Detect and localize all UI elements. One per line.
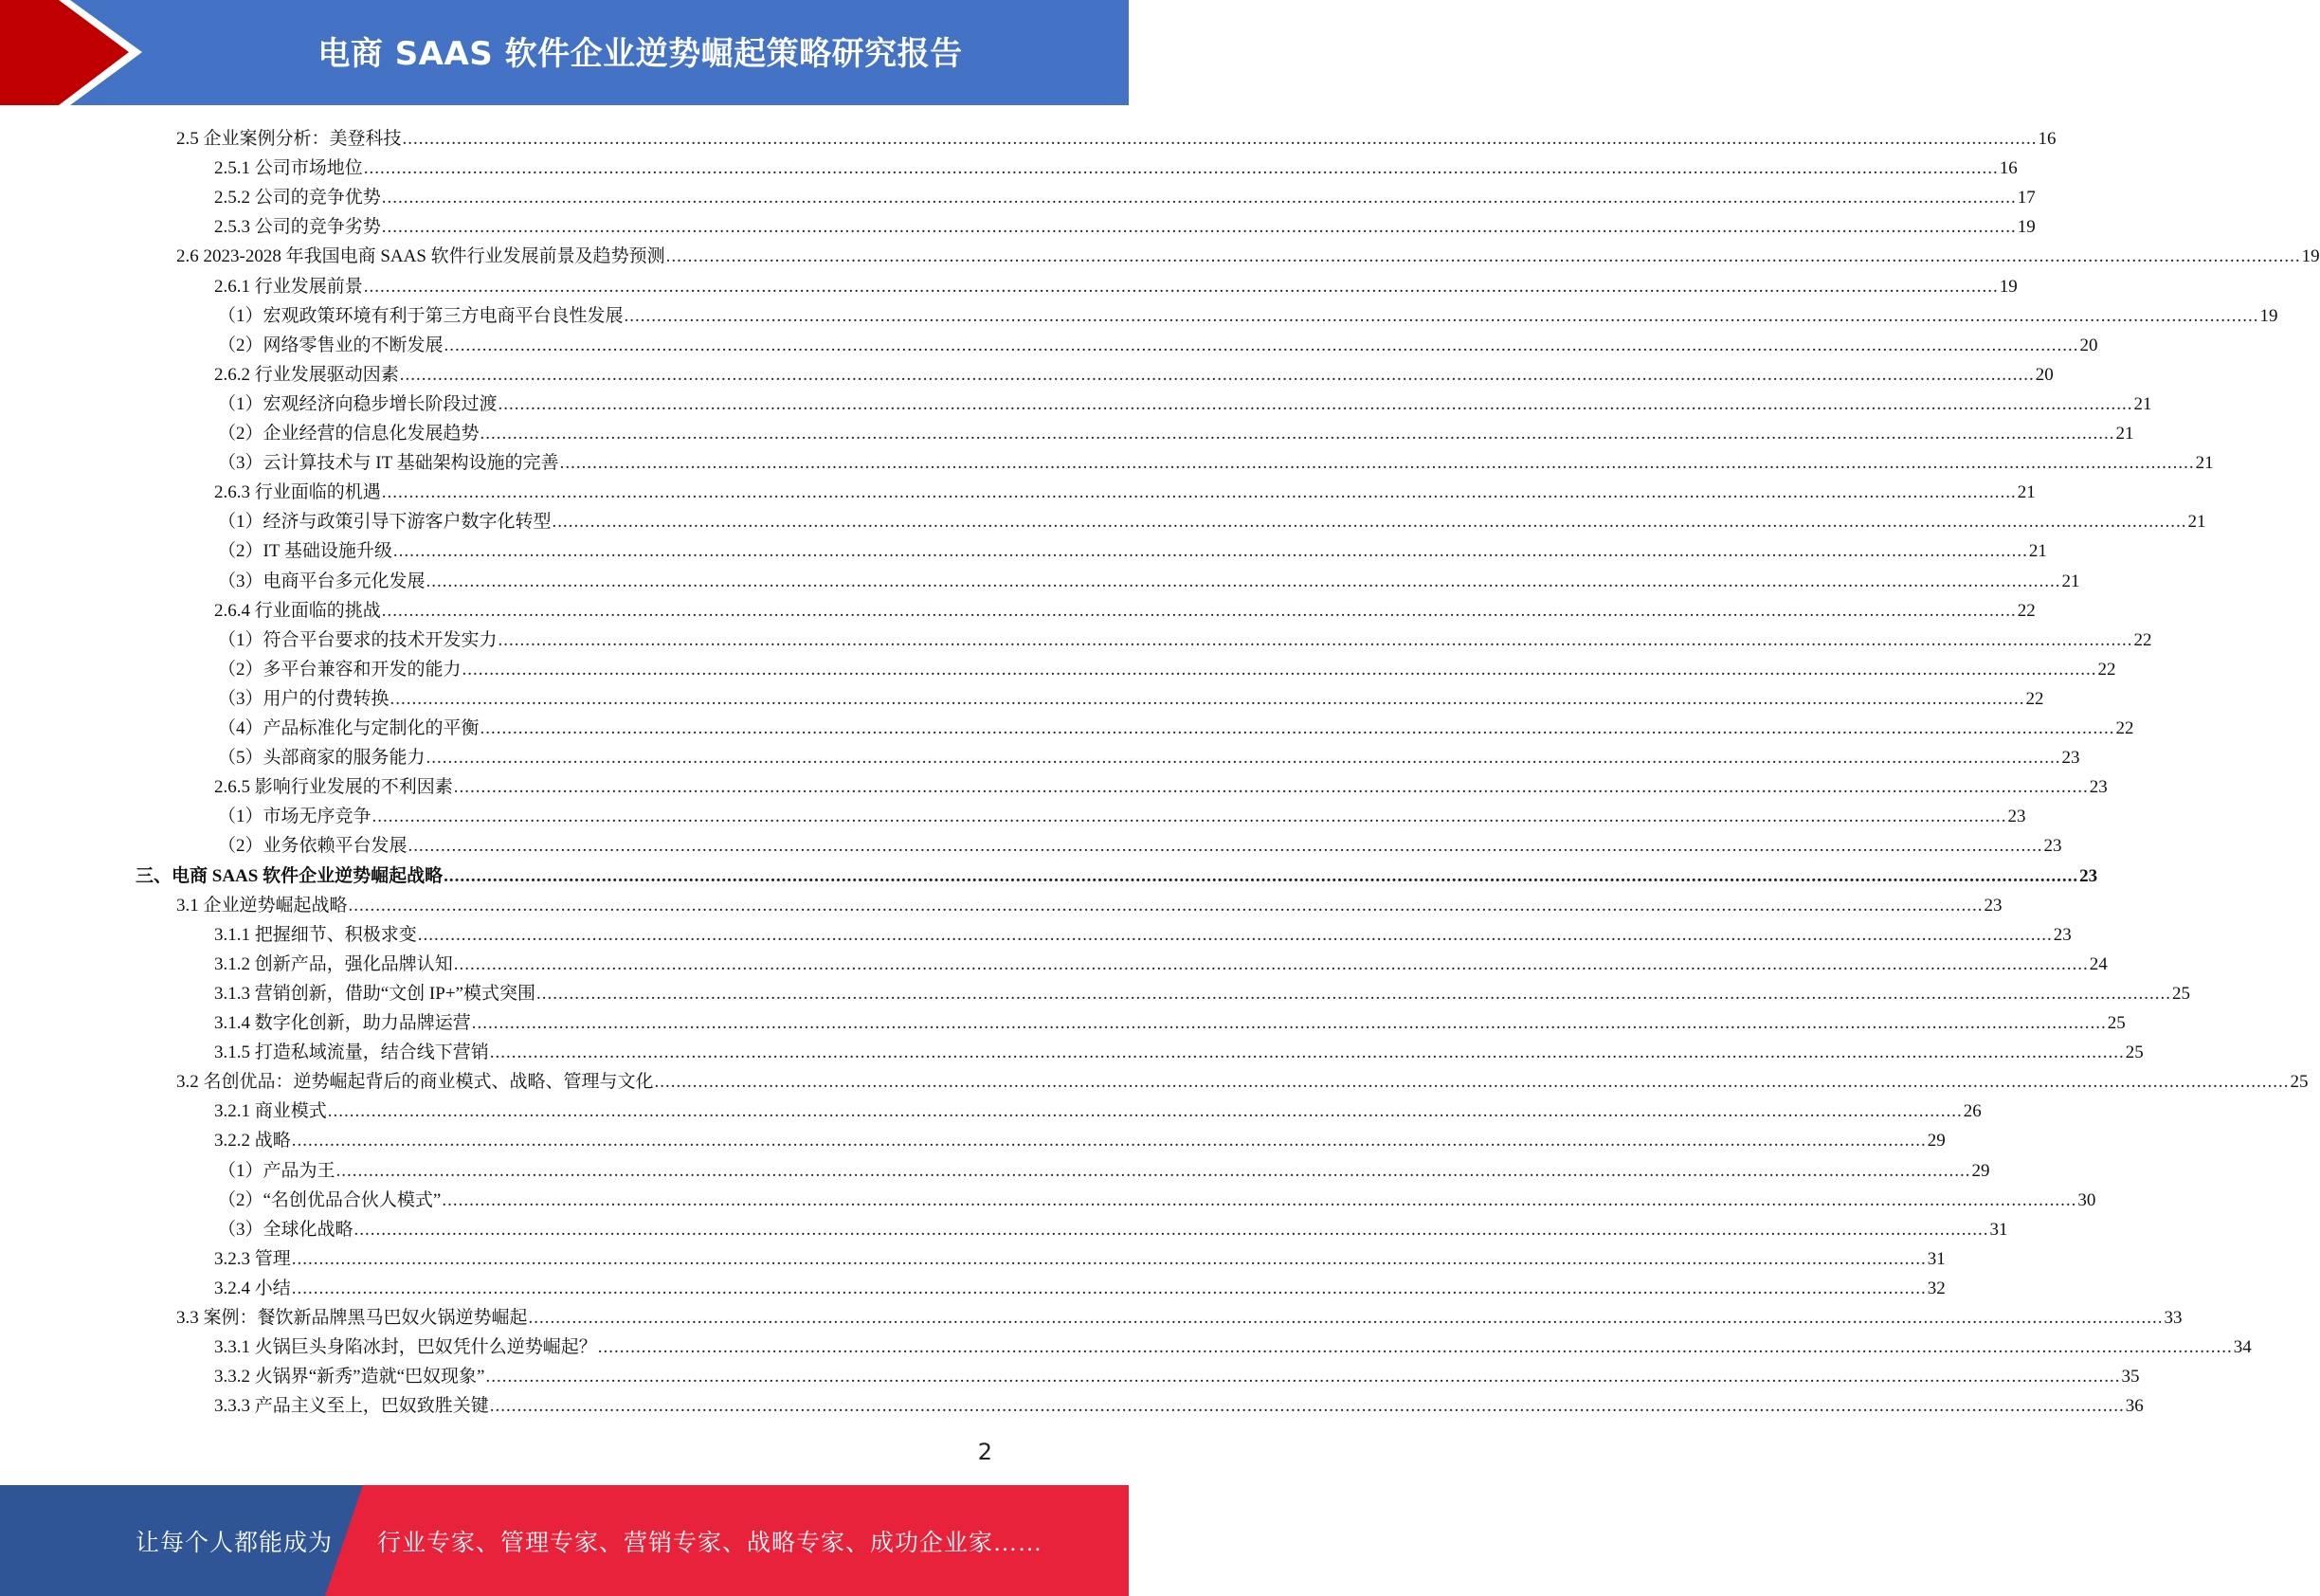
toc-entry-label: （1）符合平台要求的技术开发实力 [218,630,498,650]
toc-leader-dots: ............................................................................................................................................................................................................................................................................................................ [426,571,2061,591]
toc-entry-page: 19 [2017,217,2036,237]
toc-leader-dots: ............................................................................................................................................................................................................................................................................................................ [489,1043,2125,1062]
toc-entry-page: 34 [2233,1337,2252,1357]
toc-leader-dots: ............................................................................................................................................................................................................................................................................................................ [462,660,2097,680]
toc-entry-page: 21 [2195,453,2214,473]
toc-leader-dots: ............................................................................................................................................................................................................................................................................................................ [392,541,2028,561]
toc-entry-page: 22 [2017,601,2036,621]
toc-entry-label: 3.3.1 火锅巨头身陷冰封，巴奴凭什么逆势崛起？ [214,1337,597,1357]
toc-leader-dots: ............................................................................................................................................................................................................................................................................................................ [417,925,2053,945]
toc-entry[interactable] [176,238,2320,267]
toc-entry-label: 2.6.5 影响行业发展的不利因素 [214,777,453,797]
toc-entry[interactable] [218,622,2152,651]
toc-leader-dots: ............................................................................................................................................................................................................................................................................................................ [353,1220,1989,1240]
toc-entry-label: 2.6.4 行业面临的挑战 [214,601,381,621]
toc-entry-label: （1）宏观政策环境有利于第三方电商平台良性发展 [218,306,624,326]
toc-entry[interactable] [218,827,2062,857]
toc-leader-dots: ............................................................................................................................................................................................................................................................................................................ [348,896,1984,916]
toc-entry[interactable] [176,887,2003,916]
toc-entry-label: 3.2.1 商业模式 [214,1101,327,1121]
toc-leader-dots: ............................................................................................................................................................................................................................................................................................................ [485,1367,2121,1387]
toc-entry[interactable] [218,533,2047,562]
toc-leader-dots: ............................................................................................................................................................................................................................................................................................................ [597,1337,2233,1357]
toc-leader-dots: ............................................................................................................................................................................................................................................................................................................ [381,601,2017,621]
toc-entry-page: 21 [2061,571,2080,591]
toc-entry-label: 2.5.3 公司的竞争劣势 [214,217,381,237]
toc-entry-label: 2.5 企业案例分析：美登科技 [176,129,402,149]
toc-entry[interactable] [218,444,2214,474]
toc-entry-page: 21 [2028,541,2047,561]
toc-entry[interactable] [214,1005,2126,1034]
footer-slogan-right: 行业专家、管理专家、营销专家、战略专家、成功企业家…… [377,1530,1043,1556]
toc-leader-dots: ............................................................................................................................................................................................................................................................................................................ [480,424,2115,444]
toc-entry-label: 3.3.3 产品主义至上，巴奴致胜关键 [214,1396,489,1416]
toc-entry[interactable] [218,563,2080,592]
toc-entry[interactable] [176,1299,2183,1329]
toc-entry[interactable] [218,1182,2096,1211]
toc-entry-page: 21 [2017,482,2036,502]
toc-leader-dots: ............................................................................................................................................................................................................................................................................................................ [363,158,1999,178]
toc-entry[interactable] [214,1122,1946,1152]
toc-entry[interactable] [218,680,2044,710]
toc-entry-label: （1）宏观经济向稳步增长阶段过渡 [218,394,498,414]
toc-entry[interactable] [214,179,2036,209]
toc-entry-label: 3.1.2 创新产品，强化品牌认知 [214,954,453,974]
toc-entry[interactable] [214,946,2108,975]
toc-entry-label: 3.3 案例：餐饮新品牌黑马巴奴火锅逆势崛起 [176,1308,528,1328]
toc-entry-label: （2）网络零售业的不断发展 [218,336,444,355]
footer-slogan-left: 让每个人都能成为 [136,1530,334,1556]
toc-leader-dots: ............................................................................................................................................................................................................................................................................................................ [291,1131,1927,1151]
toc-entry-label: 2.5.2 公司的竞争优势 [214,188,381,208]
toc-entry-label: （2）业务依赖平台发展 [218,836,408,856]
toc-entry-page: 19 [1999,277,2018,297]
toc-leader-dots: ............................................................................................................................................................................................................................................................................................................ [624,306,2259,326]
toc-entry-page: 23 [2089,777,2108,797]
toc-entry-label: 2.6 2023-2028 年我国电商 SAAS 软件行业发展前景及趋势预测 [176,246,665,266]
toc-entry-page: 23 [2053,925,2072,945]
toc-leader-dots: ............................................................................................................................................................................................................................................................................................................ [559,453,2195,473]
toc-entry[interactable] [218,739,2080,769]
toc-entry-label: （2）IT 基础设施升级 [218,541,392,561]
toc-leader-dots: ............................................................................................................................................................................................................................................................................................................ [402,129,2038,149]
toc-entry-label: （3）电商平台多元化发展 [218,571,426,591]
toc-leader-dots: ............................................................................................................................................................................................................................................................................................................ [381,188,2017,208]
toc-leader-dots: ............................................................................................................................................................................................................................................................................................................ [654,1072,2290,1092]
toc-entry-page: 36 [2125,1396,2144,1416]
toc-leader-dots: ............................................................................................................................................................................................................................................................................................................ [489,1396,2125,1416]
toc-entry-page: 16 [2038,129,2057,149]
toc-entry[interactable] [214,592,2036,622]
toc-entry[interactable] [214,1241,1946,1270]
toc-entry[interactable] [214,1093,1982,1122]
toc-entry[interactable] [218,327,2098,356]
toc-entry[interactable] [218,1152,1990,1182]
toc-entry-label: 2.5.1 公司市场地位 [214,158,363,178]
toc-entry[interactable] [136,858,2098,887]
toc-leader-dots: ............................................................................................................................................................................................................................................................................................................ [535,984,2171,1004]
toc-entry-label: 3.1.4 数字化创新，助力品牌运营 [214,1013,471,1033]
toc-entry-page: 23 [2079,866,2098,886]
toc-entry-page: 23 [2043,836,2062,856]
toc-entry-page: 22 [2025,689,2044,709]
toc-leader-dots: ............................................................................................................................................................................................................................................................................................................ [408,836,2043,856]
toc-entry-page: 35 [2121,1367,2140,1387]
toc-entry-page: 25 [2290,1072,2309,1092]
toc-entry[interactable] [176,120,2057,150]
toc-entry-page: 21 [2133,394,2152,414]
toc-entry-page: 26 [1963,1101,1982,1121]
toc-entry[interactable] [218,798,2026,827]
toc-entry-page: 22 [2133,630,2152,650]
toc-leader-dots: ............................................................................................................................................................................................................................................................................................................ [442,1190,2077,1210]
toc-entry-label: 3.2.2 战略 [214,1131,291,1151]
toc-entry[interactable] [214,975,2190,1005]
toc-entry-page: 21 [2187,512,2206,532]
toc-leader-dots: ............................................................................................................................................................................................................................................................................................................ [335,1161,1971,1181]
toc-entry-page: 23 [1984,896,2003,916]
toc-leader-dots: ............................................................................................................................................................................................................................................................................................................ [665,246,2301,266]
toc-entry-page: 21 [2115,424,2134,444]
toc-entry-page: 23 [2061,748,2080,768]
toc-entry[interactable] [218,651,2116,680]
toc-entry[interactable] [214,769,2108,798]
toc-entry-label: 3.1.5 打造私域流量，结合线下营销 [214,1043,489,1062]
toc-entry-label: （3）全球化战略 [218,1220,353,1240]
toc-entry-page: 29 [1971,1161,1990,1181]
toc-entry-page: 20 [2035,365,2054,385]
toc-entry-page: 25 [2107,1013,2126,1033]
toc-entry-label: （5）头部商家的服务能力 [218,748,426,768]
toc-entry-label: 3.2.4 小结 [214,1279,291,1298]
toc-entry-label: 2.6.2 行业发展驱动因素 [214,365,399,385]
toc-entry[interactable] [218,710,2134,739]
toc-entry-page: 23 [2007,807,2026,826]
toc-entry-label: （2）“名创优品合伙人模式” [218,1190,442,1210]
toc-entry[interactable] [214,1387,2144,1417]
toc-entry[interactable] [214,268,2018,298]
toc-leader-dots: ............................................................................................................................................................................................................................................................................................................ [552,512,2187,532]
report-title: 电商 SAAS 软件企业逆势崛起策略研究报告 [317,34,963,73]
toc-entry-page: 33 [2164,1308,2183,1328]
toc-entry[interactable] [214,356,2054,386]
toc-entry-page: 19 [2301,246,2320,266]
toc-leader-dots: ............................................................................................................................................................................................................................................................................................................ [372,807,2007,826]
toc-entry-page: 16 [1999,158,2018,178]
toc-leader-dots: ............................................................................................................................................................................................................................................................................................................ [498,394,2133,414]
toc-entry-label: （1）产品为王 [218,1161,335,1181]
toc-entry[interactable] [218,503,2206,533]
toc-entry-label: 2.6.3 行业面临的机遇 [214,482,381,502]
toc-leader-dots: ............................................................................................................................................................................................................................................................................................................ [498,630,2133,650]
toc-entry[interactable] [214,1034,2144,1063]
toc-entry[interactable] [214,1270,1946,1299]
toc-entry[interactable] [214,916,2072,946]
toc-leader-dots: ............................................................................................................................................................................................................................................................................................................ [453,777,2089,797]
toc-leader-dots: ............................................................................................................................................................................................................................................................................................................ [363,277,1999,297]
toc-entry-label: 3.1 企业逆势崛起战略 [176,896,348,916]
toc-entry-label: （2）多平台兼容和开发的能力 [218,660,462,680]
toc-entry-label: （1）市场无序竞争 [218,807,372,826]
toc-entry[interactable] [218,415,2134,444]
page-number: 2 [977,1439,992,1465]
toc-entry-label: 2.6.1 行业发展前景 [214,277,363,297]
toc-entry-label: （3）云计算技术与 IT 基础架构设施的完善 [218,453,559,473]
toc-leader-dots: ............................................................................................................................................................................................................................................................................................................ [426,748,2061,768]
toc-entry-label: （4）产品标准化与定制化的平衡 [218,718,480,738]
toc-leader-dots: ............................................................................................................................................................................................................................................................................................................ [528,1308,2164,1328]
toc-entry-page: 20 [2079,336,2098,355]
toc-entry-label: 3.1.1 把握细节、积极求变 [214,925,417,945]
report-header [0,0,1129,105]
toc-leader-dots: ............................................................................................................................................................................................................................................................................................................ [471,1013,2107,1033]
toc-entry-page: 31 [1927,1249,1946,1269]
toc-entry-page: 25 [2171,984,2190,1004]
toc-entry-page: 17 [2017,188,2036,208]
toc-entry-label: 三、电商 SAAS 软件企业逆势崛起战略 [136,866,444,886]
toc-entry[interactable] [214,150,2018,179]
toc-entry-label: 3.3.2 火锅界“新秀”造就“巴奴现象” [214,1367,485,1387]
toc-entry-label: 3.1.3 营销创新，借助“文创 IP+”模式突围 [214,984,535,1004]
toc-entry[interactable] [214,1329,2252,1358]
toc-entry-page: 31 [1989,1220,2008,1240]
toc-leader-dots: ............................................................................................................................................................................................................................................................................................................ [444,866,2079,886]
toc-entry-label: （1）经济与政策引导下游客户数字化转型 [218,512,552,532]
toc-entry-page: 32 [1927,1279,1946,1298]
toc-leader-dots: ............................................................................................................................................................................................................................................................................................................ [444,336,2079,355]
toc-entry-page: 25 [2125,1043,2144,1062]
toc-leader-dots: ............................................................................................................................................................................................................................................................................................................ [399,365,2035,385]
toc-entry-page: 24 [2089,954,2108,974]
toc-entry[interactable] [214,209,2036,238]
toc-entry[interactable] [176,1063,2309,1093]
toc-entry[interactable] [218,1211,2008,1241]
toc-leader-dots: ............................................................................................................................................................................................................................................................................................................ [390,689,2025,709]
toc-leader-dots: ............................................................................................................................................................................................................................................................................................................ [291,1279,1927,1298]
footer-banner [0,1485,1129,1596]
toc-entry[interactable] [218,386,2152,415]
toc-leader-dots: ............................................................................................................................................................................................................................................................................................................ [327,1101,1963,1121]
toc-entry-label: （2）企业经营的信息化发展趋势 [218,424,480,444]
toc-leader-dots: ............................................................................................................................................................................................................................................................................................................ [480,718,2115,738]
toc-leader-dots: ............................................................................................................................................................................................................................................................................................................ [291,1249,1927,1269]
toc-entry[interactable] [214,1358,2140,1387]
red-chevron-icon [0,0,152,105]
toc-leader-dots: ............................................................................................................................................................................................................................................................................................................ [381,217,2017,237]
toc-entry[interactable] [218,298,2278,327]
toc-entry-page: 22 [2097,660,2116,680]
toc-entry-label: 3.2.3 管理 [214,1249,291,1269]
toc-entry-page: 29 [1927,1131,1946,1151]
toc-entry-label: 3.2 名创优品：逆势崛起背后的商业模式、战略、管理与文化 [176,1072,654,1092]
toc-entry-label: （3）用户的付费转换 [218,689,390,709]
toc-entry-page: 22 [2115,718,2134,738]
toc-entry-page: 30 [2077,1190,2096,1210]
toc-leader-dots: ............................................................................................................................................................................................................................................................................................................ [453,954,2089,974]
toc-entry-page: 19 [2259,306,2278,326]
toc-entry[interactable] [214,474,2036,503]
toc-leader-dots: ............................................................................................................................................................................................................................................................................................................ [381,482,2017,502]
